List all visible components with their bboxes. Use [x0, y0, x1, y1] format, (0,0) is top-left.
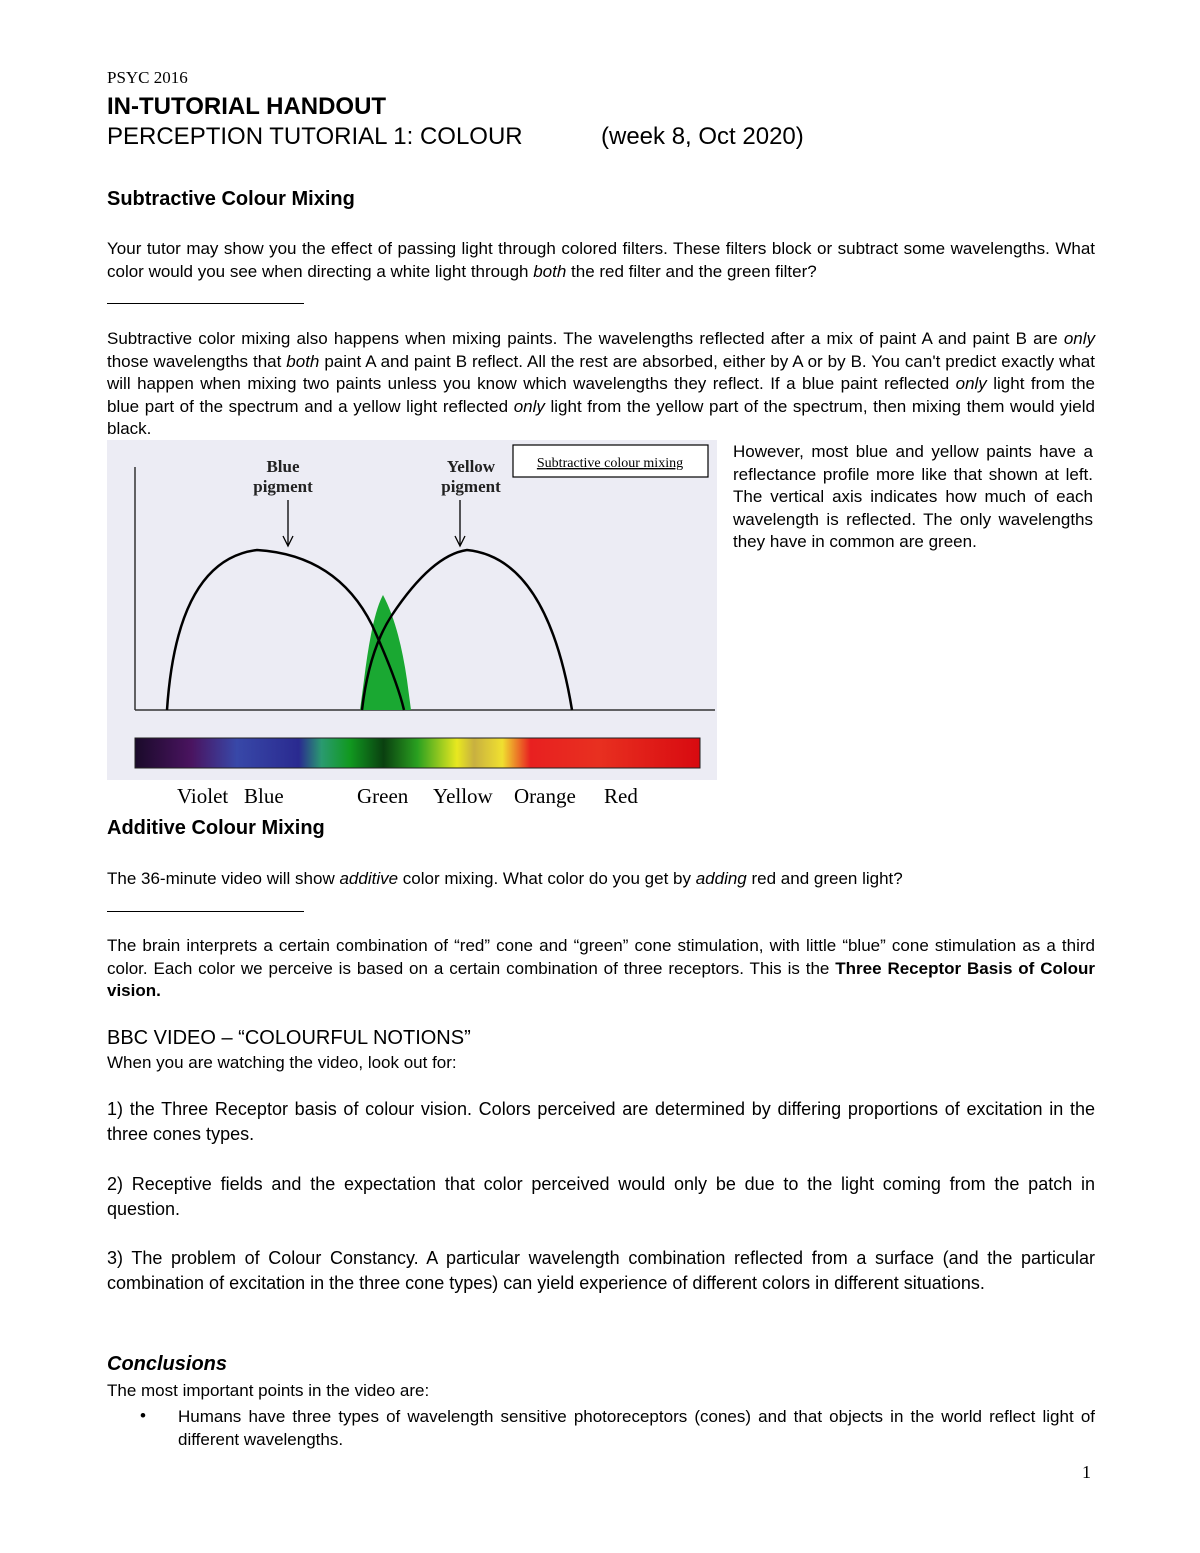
color-spectrum-bar [135, 738, 700, 768]
page-number: 1 [1082, 1462, 1091, 1482]
text: Subtractive color mixing also happens when mixing paints. The wavelengths reflected after a mix of paint A and paint B are [107, 329, 1064, 348]
blue-label: Blue [266, 457, 300, 476]
text-italic: both [286, 351, 320, 371]
conclusion-bullet: Humans have three types of wavelength sensitive photoreceptors (cones) and that objects in the world reflect light of different wavelengths. [178, 1407, 1095, 1449]
spectrum-label: Yellow [433, 784, 493, 808]
text: light from the yellow part of the spectrum, then mixing them would yield black. [107, 396, 1095, 439]
text: the red filter and the green filter? [566, 261, 817, 281]
text: Your tutor may show you the effect of passing light through colored filters. These filters block or subtract some wavelengths. What color would you see when directing a white light through [107, 239, 1095, 281]
yellow-label: Yellow [446, 457, 496, 476]
answer-blank-1 [107, 303, 304, 304]
text-italic: both [533, 261, 567, 281]
text-bold: Three Receptor Basis of Colour vision. [107, 958, 1095, 1001]
video-item-3: 3) The problem of Colour Constancy. A particular wavelength combination reflected from a surface (and the particular combination of excitation in the three cone types) can yield experience of different colors in different situations. [107, 1248, 1095, 1293]
video-intro: When you are watching the video, look out for: [107, 1053, 457, 1072]
subtractive-heading: Subtractive Colour Mixing [107, 188, 355, 210]
spectrum-label: Red [604, 784, 638, 808]
answer-blank-2 [107, 911, 304, 912]
figure-background [107, 440, 717, 780]
text-italic: additive [339, 869, 399, 888]
text: those wavelengths that [107, 351, 287, 371]
text-italic: only [513, 396, 545, 416]
spectrum-labels [0, 784, 700, 810]
spectrum-label: Orange [514, 784, 576, 808]
subtractive-paragraph-1 [107, 238, 1095, 283]
text: paint A and paint B reflect. All the rest are absorbed, either by A or by B. You can't predict exactly what will happen when mixing two paints unless you know which wavelengths they reflect. If a blue paint reflected [107, 351, 1095, 394]
video-item-1: 1) the Three Receptor basis of colour vision. Colors perceived are determined by differing proportions of excitation in the three cones types. [107, 1099, 1095, 1144]
spectrum-label: Blue [244, 784, 284, 808]
spectrum-label: Violet [177, 784, 229, 808]
figure-caption: Subtractive colour mixing [536, 456, 684, 471]
text-italic: adding [695, 869, 747, 888]
text: The brain interprets a certain combination of “red” cone and “green” cone stimulation, with little “blue” cone stimulation as a third color. Each color we perceive is based on a certain combination of three receptors. This is the [107, 936, 1095, 978]
additive-paragraph-2 [107, 935, 1095, 1003]
course-code: PSYC 2016 [107, 68, 188, 87]
additive-heading: Additive Colour Mixing [107, 817, 325, 839]
reflectance-figure [107, 440, 717, 780]
text: light from the blue part of the spectrum and a yellow light reflected [107, 374, 1095, 416]
conclusions-intro: The most important points in the video are: [107, 1381, 430, 1400]
spectrum-label: Green [357, 784, 409, 808]
text: red and green light? [746, 869, 903, 888]
conclusions-heading: Conclusions [107, 1353, 228, 1375]
bullet-icon: • [140, 1406, 146, 1425]
subtitle-date: (week 8, Oct 2020) [601, 123, 804, 150]
subtractive-paragraph-2 [107, 328, 1095, 441]
text: color mixing. What color do you get by [398, 869, 696, 888]
figure-side-text: However, most blue and yellow paints have a reflectance profile more like that shown at left. The vertical axis indicates how much of each wavelength is reflected. The only wavelengths they have in common are green. [733, 442, 1093, 552]
yellow-label: pigment [441, 477, 501, 496]
subtitle-text: PERCEPTION TUTORIAL 1: COLOUR [107, 123, 523, 150]
video-item-2: 2) Receptive fields and the expectation that color perceived would only be due to the light coming from the patch in question. [107, 1174, 1095, 1219]
additive-paragraph-1 [107, 868, 1095, 891]
blue-label: pigment [253, 477, 313, 496]
document-subtitle [107, 123, 804, 151]
text-italic: only [955, 374, 987, 394]
text: The 36-minute video will show [107, 869, 340, 888]
document-title: IN-TUTORIAL HANDOUT [107, 93, 387, 120]
video-heading: BBC VIDEO – “COLOURFUL NOTIONS” [107, 1027, 471, 1049]
text-italic: only [1063, 329, 1095, 348]
